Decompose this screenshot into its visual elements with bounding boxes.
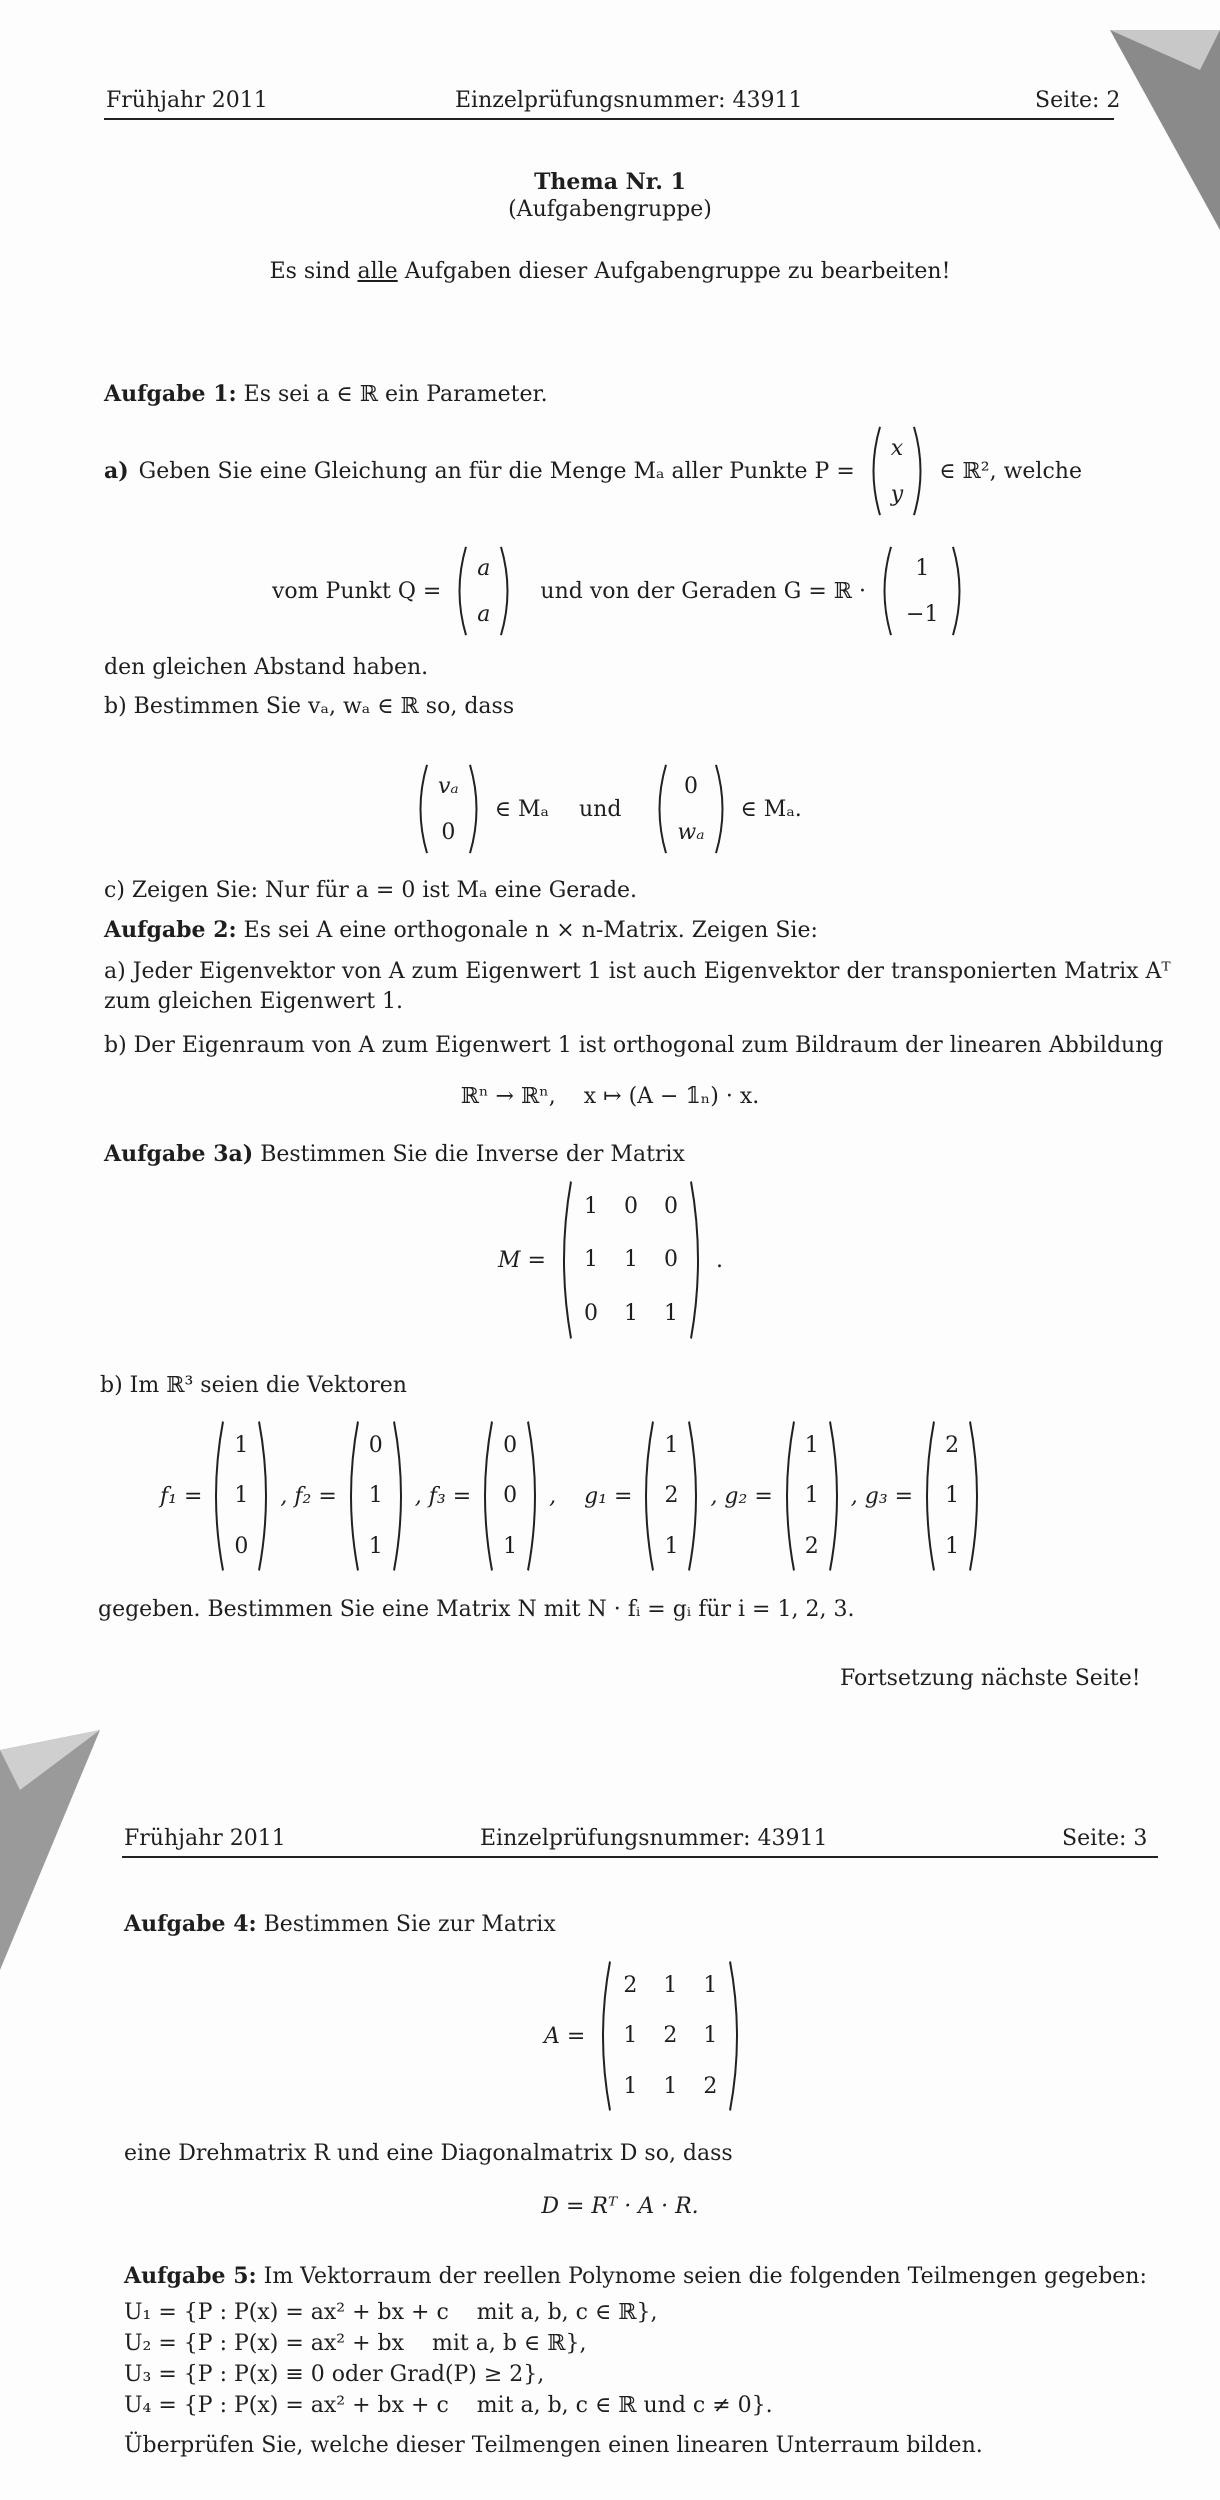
aufgabe-2a-line-2: zum gleichen Eigenwert 1. <box>104 989 404 1014</box>
aufgabe-2-heading: Aufgabe 2: <box>104 917 237 943</box>
set-u1: U₁ = {P : P(x) = ax² + bx + c mit a, b, c ∈ ℝ}, <box>124 2300 658 2325</box>
matrix-a: 2 1 1 1 2 1 1 1 2 <box>595 1960 745 2112</box>
vector-g: 1 −1 <box>876 545 968 637</box>
matrix-m-equation: M = 1 0 0 1 1 0 0 1 1 . <box>498 1180 723 1340</box>
aufgabe-4-text-2: eine Drehmatrix R und eine Diagonalmatrix D so, dass <box>124 2141 733 2166</box>
header-right: Seite: 2 <box>1035 88 1121 113</box>
vom-punkt-line: vom Punkt Q = a a und von der Geraden G = ℝ · 1 −1 <box>272 545 968 637</box>
aufgabe-2a-line-1: a) Jeder Eigenvektor von A zum Eigenwert 1 ist auch Eigenvektor der transponierten Matrix Aᵀ <box>104 959 1171 984</box>
header-right-page3: Seite: 3 <box>1062 1826 1148 1851</box>
instruction-line: Es sind alle Aufgaben dieser Aufgabengruppe zu bearbeiten! <box>269 259 951 284</box>
set-u2: U₂ = {P : P(x) = ax² + bx mit a, b ∈ ℝ}, <box>124 2331 587 2356</box>
aufgabe-3-heading: Aufgabe 3a) <box>104 1141 254 1167</box>
vector-p: x y <box>865 425 929 517</box>
vector-v: vₐ 0 <box>412 763 485 855</box>
thema-title: Thema Nr. 1 <box>534 169 686 195</box>
aufgabe-2-line: Aufgabe 2: Es sei A eine orthogonale n × n-Matrix. Zeigen Sie: <box>104 917 818 943</box>
header-left: Frühjahr 2011 <box>106 88 268 113</box>
vector-q: a a <box>451 545 516 637</box>
fortsetzung-note: Fortsetzung nächste Seite! <box>840 1666 1141 1691</box>
aufgabe-2b-line: b) Der Eigenraum von A zum Eigenwert 1 ist orthogonal zum Bildraum der linearen Abbildung <box>104 1033 1164 1058</box>
gegeben-line: gegeben. Bestimmen Sie eine Matrix N mit N · fᵢ = gᵢ für i = 1, 2, 3. <box>98 1597 855 1622</box>
matrix-a-equation: A = 2 1 1 1 2 1 1 1 2 <box>544 1960 745 2112</box>
aufgabe-1-heading: Aufgabe 1: <box>104 381 237 407</box>
gleichen-abstand-line: den gleichen Abstand haben. <box>104 655 429 680</box>
page-fold-bottom-left <box>0 1730 110 1970</box>
vector-f1: 1 1 0 <box>208 1420 274 1572</box>
vector-g3: 2 1 1 <box>919 1420 985 1572</box>
aufgabe-2b-formula: ℝⁿ → ℝⁿ, x ↦ (A − 𝟙ₙ) · x. <box>460 1084 760 1109</box>
aufgabe-5-heading: Aufgabe 5: <box>124 2263 257 2289</box>
aufgabe-1-line: Aufgabe 1: Es sei a ∈ ℝ ein Parameter. <box>104 381 548 407</box>
aufgabe-5-final: Überprüfen Sie, welche dieser Teilmengen einen linearen Unterraum bilden. <box>124 2433 983 2458</box>
aufgabe-1b-vectors: vₐ 0 ∈ Mₐ und 0 wₐ ∈ Mₐ. <box>412 763 802 855</box>
aufgabe-1c-line: c) Zeigen Sie: Nur für a = 0 ist Mₐ eine Gerade. <box>104 878 638 903</box>
vector-g2: 1 1 2 <box>779 1420 845 1572</box>
vector-g1: 1 2 1 <box>638 1420 704 1572</box>
matrix-m: 1 0 0 1 1 0 0 1 1 <box>556 1180 706 1340</box>
set-u3: U₃ = {P : P(x) ≡ 0 oder Grad(P) ≥ 2}, <box>124 2362 545 2387</box>
aufgabe-3a-line: Aufgabe 3a) Bestimmen Sie die Inverse der Matrix <box>104 1141 685 1167</box>
header-rule <box>104 118 1114 120</box>
vector-f3: 0 0 1 <box>477 1420 543 1572</box>
aufgabe-3b-line: b) Im ℝ³ seien die Vektoren <box>100 1373 407 1398</box>
header-center-page3: Einzelprüfungsnummer: 43911 <box>480 1826 828 1851</box>
header-rule-page3 <box>122 1856 1158 1858</box>
aufgabe-1b-line: b) Bestimmen Sie vₐ, wₐ ∈ ℝ so, dass <box>104 694 515 719</box>
vectors-f-g-row: f₁ = 1 1 0 , f₂ = 0 1 1 , f₃ = 0 0 1 , g₁ = 1 2 1 , g₂ = 1 1 2 , g₃ = 2 1 1 <box>160 1420 985 1572</box>
header-left-page3: Frühjahr 2011 <box>124 1826 286 1851</box>
aufgabe-4-heading: Aufgabe 4: <box>124 1911 257 1937</box>
header-center: Einzelprüfungsnummer: 43911 <box>455 88 803 113</box>
vector-w: 0 wₐ <box>651 763 730 855</box>
aufgabe-4-line: Aufgabe 4: Bestimmen Sie zur Matrix <box>124 1911 556 1937</box>
aufgabe-5-line: Aufgabe 5: Im Vektorraum der reellen Polynome seien die folgenden Teilmengen gegeben: <box>124 2263 1147 2289</box>
aufgabe-1a-line: a) Geben Sie eine Gleichung an für die Menge Mₐ aller Punkte P = x y ∈ ℝ², welche <box>104 425 1082 517</box>
aufgabe-4-formula: D = Rᵀ · A · R. <box>541 2194 699 2219</box>
set-u4: U₄ = {P : P(x) = ax² + bx + c mit a, b, c ∈ ℝ und c ≠ 0}. <box>124 2393 773 2418</box>
thema-subtitle: (Aufgabengruppe) <box>508 197 712 222</box>
vector-f2: 0 1 1 <box>343 1420 409 1572</box>
